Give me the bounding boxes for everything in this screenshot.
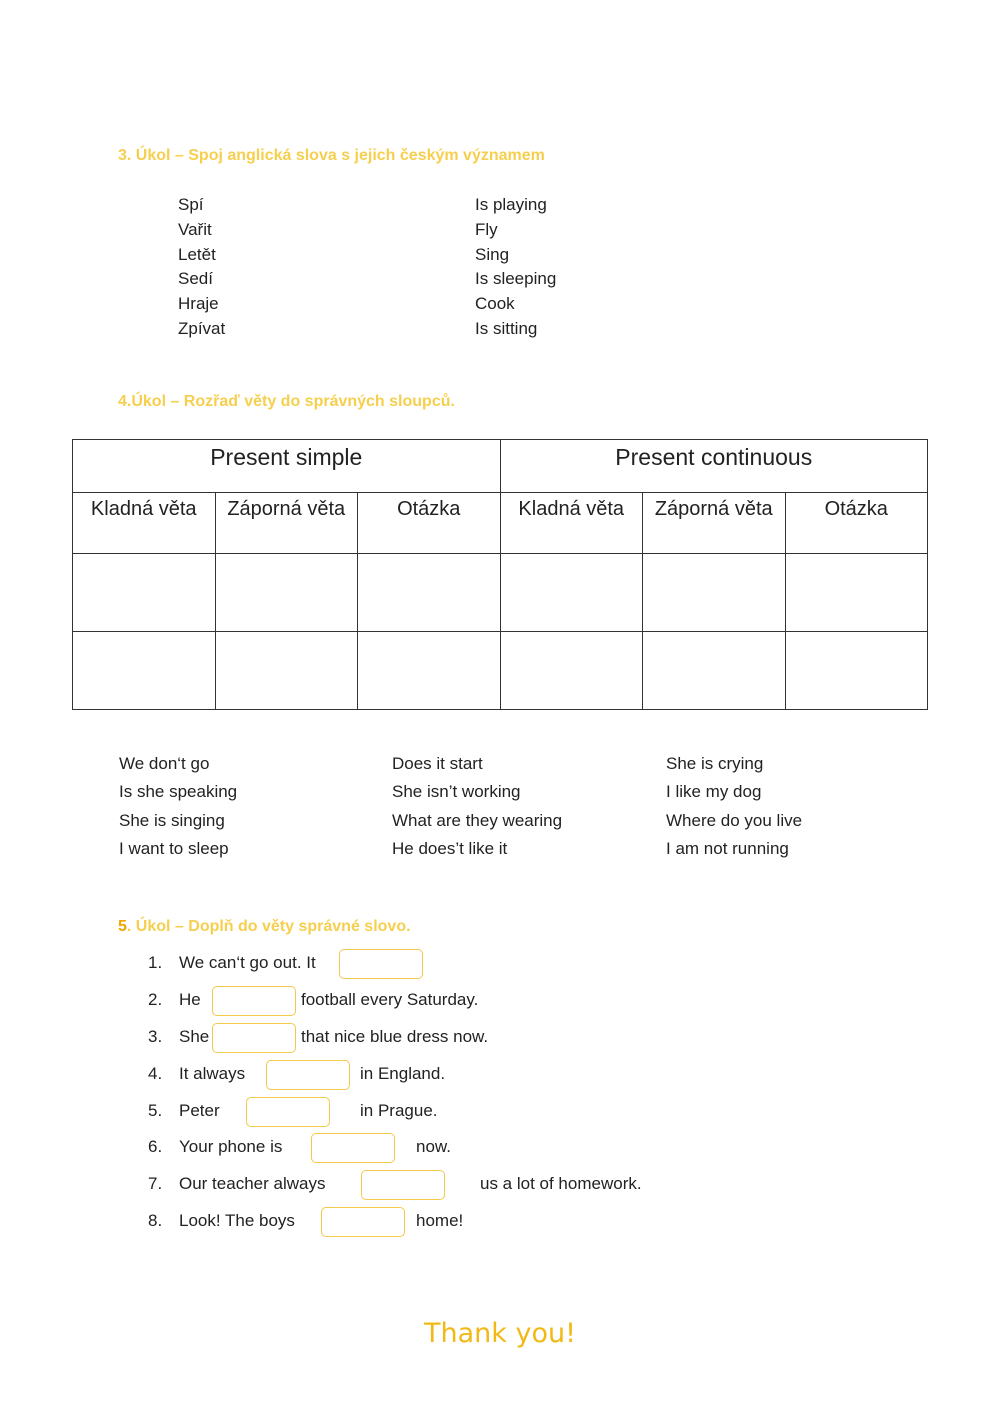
answer-input-7[interactable]: [361, 1170, 445, 1200]
task5-heading: [118, 918, 411, 936]
task5-heading-number: 5: [118, 918, 127, 935]
item-number: 5.: [148, 1101, 163, 1120]
answer-input-6[interactable]: [311, 1133, 395, 1163]
sentence-after: in Prague.: [360, 1101, 438, 1120]
sentence-before: It always: [179, 1064, 246, 1083]
czech-word: Spí: [178, 195, 204, 214]
answer-input-2[interactable]: [212, 986, 296, 1016]
sentence-after: us a lot of homework.: [480, 1174, 642, 1193]
drop-cell[interactable]: [643, 632, 786, 710]
sentence-before: She: [179, 1027, 210, 1046]
sentence-column-3: [666, 750, 802, 863]
draggable-sentence[interactable]: She is singing: [119, 810, 225, 830]
sentence-before: Peter: [179, 1101, 220, 1120]
answer-input-3[interactable]: [212, 1023, 296, 1053]
drop-cell[interactable]: [500, 554, 643, 632]
column-header: Záporná věta: [643, 493, 786, 554]
fill-sentence-4: [148, 1060, 848, 1090]
answer-input-5[interactable]: [246, 1097, 330, 1127]
drop-cell[interactable]: [73, 554, 216, 632]
drop-cell[interactable]: [358, 632, 501, 710]
draggable-sentence[interactable]: She is crying: [666, 754, 764, 773]
sentence-after: that nice blue dress now.: [301, 1027, 489, 1046]
item-number: 4.: [148, 1064, 163, 1083]
sentence-after: in England.: [360, 1064, 446, 1083]
sorting-table: [72, 439, 928, 710]
item-number: 3.: [148, 1027, 163, 1046]
fill-sentence-5: [148, 1097, 848, 1127]
item-number: 6.: [148, 1137, 163, 1156]
fill-sentence-8: [148, 1207, 848, 1237]
sentence-after: now.: [416, 1137, 451, 1156]
draggable-sentence[interactable]: I want to sleep: [119, 838, 229, 858]
task3-heading: 3. Úkol – Spoj anglická slova s jejich českým významem: [118, 147, 545, 164]
thank-you-text: Thank you!: [424, 1318, 576, 1349]
column-header: Otázka: [358, 493, 501, 554]
draggable-sentence[interactable]: We don‘t go: [119, 754, 210, 773]
drop-cell[interactable]: [215, 554, 358, 632]
sentence-before: Our teacher always: [179, 1174, 326, 1193]
english-word: Is sleeping: [475, 269, 557, 289]
sentence-before: He: [179, 990, 201, 1009]
sentence-before: We can‘t go out. It: [179, 953, 316, 972]
column-header: Záporná věta: [215, 493, 358, 554]
sentence-column-2: [392, 750, 562, 863]
column-header: Otázka: [785, 493, 928, 554]
english-word-list: [475, 193, 556, 342]
fill-sentence-7: [148, 1170, 848, 1200]
draggable-sentence[interactable]: Does it start: [392, 754, 483, 773]
fill-sentence-6: [148, 1133, 848, 1163]
czech-word: Zpívat: [178, 318, 226, 338]
item-number: 8.: [148, 1211, 163, 1230]
sentence-after: football every Saturday.: [301, 990, 479, 1009]
sentence-column-1: [119, 750, 237, 863]
czech-word: Hraje: [178, 294, 219, 314]
answer-input-8[interactable]: [321, 1207, 405, 1237]
english-word: Fly: [475, 219, 498, 239]
fill-sentence-3: [148, 1023, 848, 1053]
answer-input-1[interactable]: [339, 949, 423, 979]
drop-cell[interactable]: [500, 632, 643, 710]
draggable-sentence[interactable]: He does’t like it: [392, 838, 508, 858]
draggable-sentence[interactable]: Where do you live: [666, 810, 803, 830]
czech-word: Vařit: [178, 219, 212, 239]
sentence-before: Look! The boys: [179, 1211, 295, 1230]
task5-heading-text: . Úkol – Doplň do věty správné slovo.: [126, 918, 411, 935]
english-word: Is sitting: [475, 318, 538, 338]
column-header: Kladná věta: [500, 493, 643, 554]
english-word: Sing: [475, 244, 510, 264]
czech-word: Letět: [178, 244, 216, 264]
drop-cell[interactable]: [785, 632, 928, 710]
answer-input-4[interactable]: [266, 1060, 350, 1090]
drop-cell[interactable]: [643, 554, 786, 632]
czech-word: Sedí: [178, 269, 213, 289]
sentence-before: Your phone is: [179, 1137, 283, 1156]
header-present-simple: Present simple: [73, 440, 501, 493]
english-word: Cook: [475, 294, 515, 314]
fill-sentence-1: [148, 949, 848, 979]
task4-heading: 4.Úkol – Rozřaď věty do správných sloupců.: [118, 393, 455, 410]
czech-word-list: [178, 193, 225, 342]
draggable-sentence[interactable]: I am not running: [666, 838, 789, 858]
item-number: 2.: [148, 990, 163, 1009]
drop-cell[interactable]: [73, 632, 216, 710]
draggable-sentence[interactable]: What are they wearing: [392, 810, 563, 830]
draggable-sentence[interactable]: I like my dog: [666, 782, 762, 802]
sentence-after: home!: [416, 1211, 464, 1230]
drop-cell[interactable]: [358, 554, 501, 632]
column-header: Kladná věta: [73, 493, 216, 554]
english-word: Is playing: [475, 195, 547, 214]
fill-sentence-2: [148, 986, 848, 1016]
item-number: 7.: [148, 1174, 163, 1193]
draggable-sentence[interactable]: Is she speaking: [119, 782, 238, 802]
drop-cell[interactable]: [785, 554, 928, 632]
drop-cell[interactable]: [215, 632, 358, 710]
item-number: 1.: [148, 953, 163, 972]
header-present-continuous: Present continuous: [500, 440, 928, 493]
draggable-sentence[interactable]: She isn’t working: [392, 782, 521, 802]
